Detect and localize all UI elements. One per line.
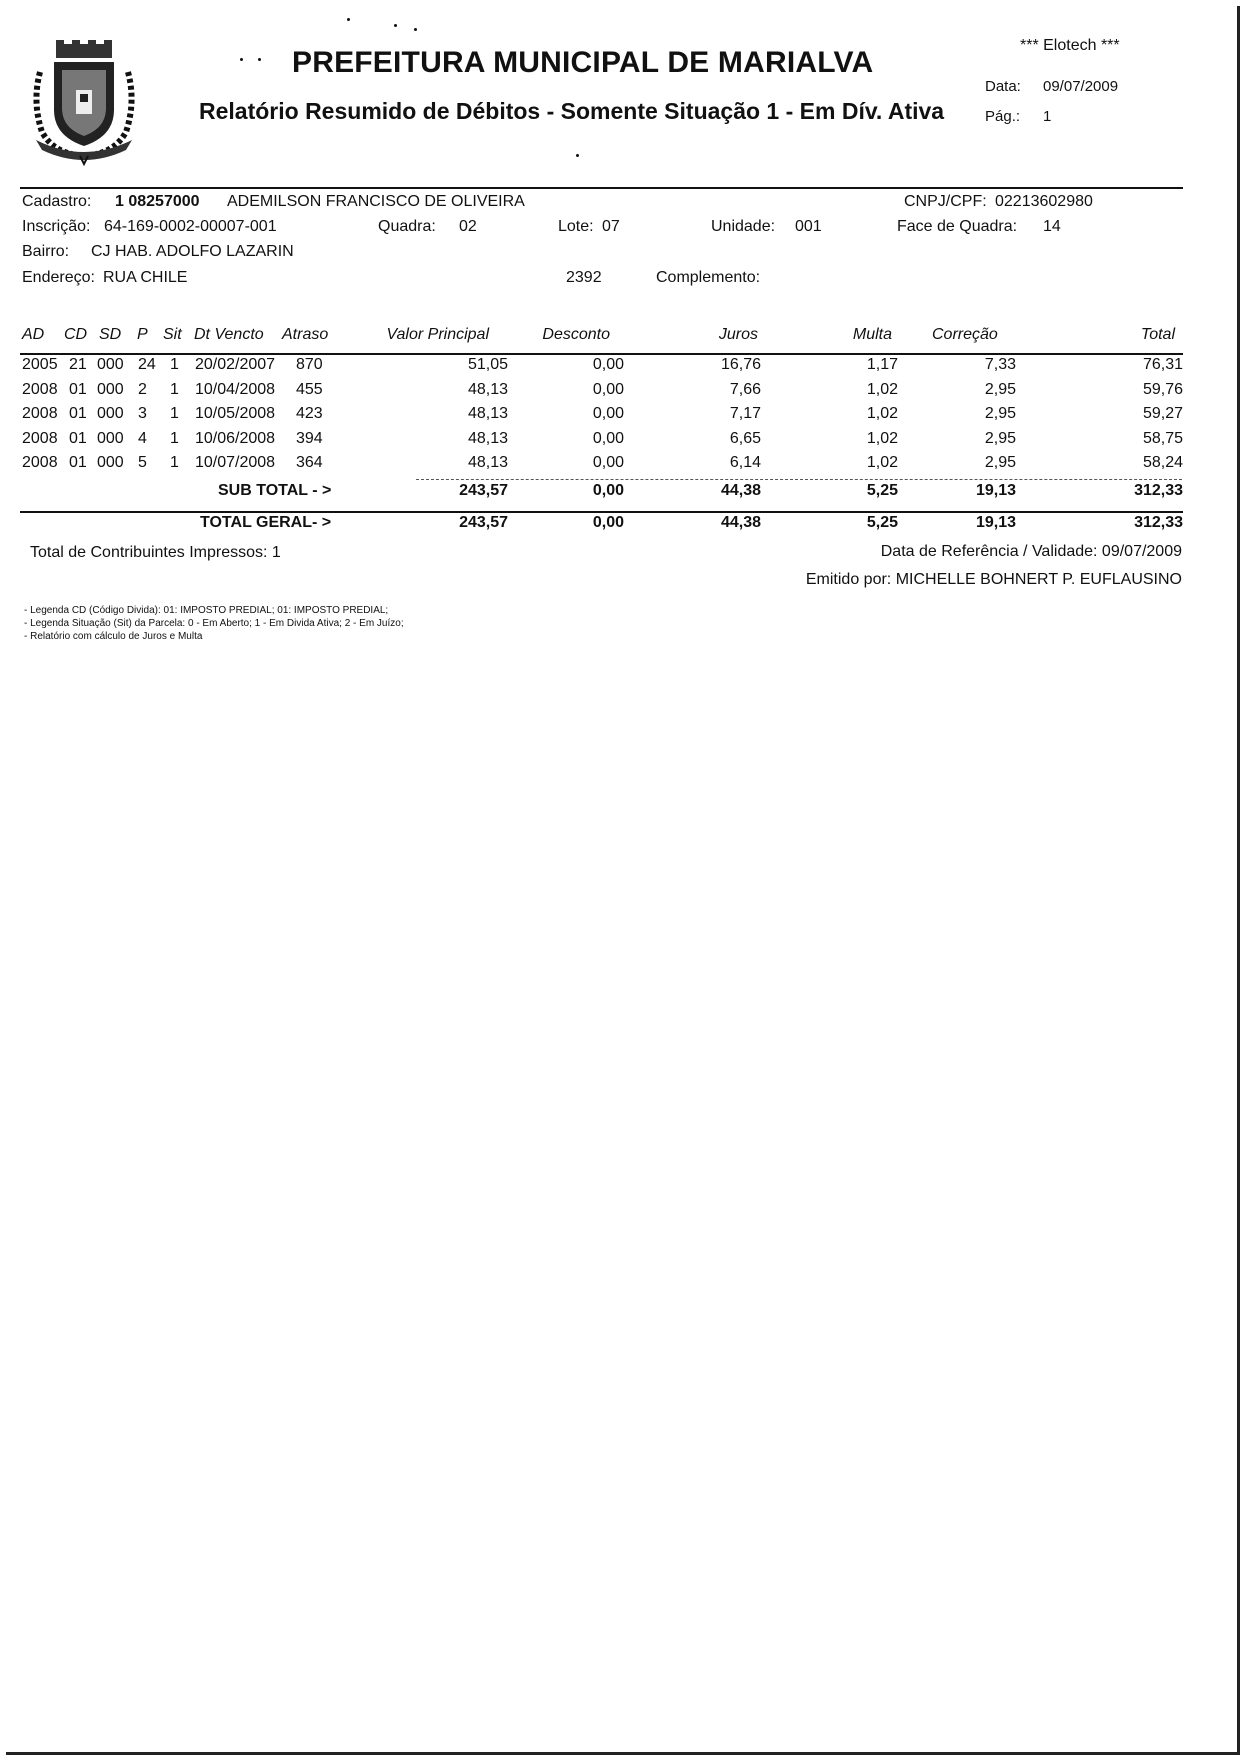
column-header: Correção xyxy=(932,326,998,343)
legend-line: - Relatório com cálculo de Juros e Multa xyxy=(24,631,203,642)
date-label: Data: xyxy=(985,78,1021,95)
table-cell: 10/06/2008 xyxy=(195,430,276,447)
table-cell: 2,95 xyxy=(984,430,1016,447)
table-cell: 0,00 xyxy=(592,381,624,398)
page-label: Pág.: xyxy=(985,108,1021,125)
column-header: Juros xyxy=(718,326,758,343)
table-cell: 59,27 xyxy=(1142,405,1183,422)
unidade-value: 001 xyxy=(795,218,822,235)
subtotal-value: 243,57 xyxy=(459,482,508,499)
table-cell: 24 xyxy=(138,356,156,373)
unidade-label: Unidade: xyxy=(711,218,776,235)
address-number: 2392 xyxy=(566,269,602,286)
cpf-value: 02213602980 xyxy=(995,193,1093,210)
table-cell: 870 xyxy=(296,356,323,373)
table-cell: 1,02 xyxy=(866,405,898,422)
table-cell: 20/02/2007 xyxy=(195,356,276,373)
scan-speck xyxy=(414,28,417,31)
total-value: 0,00 xyxy=(592,514,624,531)
table-cell: 21 xyxy=(69,356,87,373)
vendor-label: *** Elotech *** xyxy=(1020,37,1120,54)
column-header: Atraso xyxy=(282,326,329,343)
subtotal-value: 5,25 xyxy=(866,482,898,499)
total-rule xyxy=(20,511,1183,513)
table-cell: 0,00 xyxy=(592,454,624,471)
column-header: AD xyxy=(22,326,45,343)
bairro-value: CJ HAB. ADOLFO LAZARIN xyxy=(91,243,294,260)
table-cell: 1 xyxy=(170,381,179,398)
column-header: SD xyxy=(99,326,122,343)
scan-speck xyxy=(240,58,243,61)
table-cell: 2008 xyxy=(22,430,58,447)
table-cell: 10/05/2008 xyxy=(195,405,276,422)
complemento-label: Complemento: xyxy=(656,269,761,286)
table-cell: 51,05 xyxy=(467,356,508,373)
total-label: TOTAL GERAL- > xyxy=(200,514,332,531)
subtotal-value: 0,00 xyxy=(592,482,624,499)
header-rule xyxy=(20,187,1183,189)
table-cell: 7,17 xyxy=(729,405,761,422)
page-border xyxy=(6,6,1240,1755)
table-cell: 2,95 xyxy=(984,405,1016,422)
table-cell: 1,02 xyxy=(866,381,898,398)
table-cell: 01 xyxy=(69,430,87,447)
table-cell: 7,66 xyxy=(729,381,761,398)
table-cell: 364 xyxy=(296,454,323,471)
table-cell: 0,00 xyxy=(592,356,624,373)
table-cell: 01 xyxy=(69,454,87,471)
table-cell: 01 xyxy=(69,381,87,398)
bairro-label: Bairro: xyxy=(22,243,70,260)
column-header: Total xyxy=(1140,326,1175,343)
table-cell: 10/04/2008 xyxy=(195,381,276,398)
table-cell: 10/07/2008 xyxy=(195,454,276,471)
table-cell: 1,17 xyxy=(866,356,898,373)
total-value: 312,33 xyxy=(1134,514,1183,531)
table-cell: 2008 xyxy=(22,454,58,471)
column-header: Dt Vencto xyxy=(194,326,264,343)
table-cell: 2 xyxy=(138,381,147,398)
municipal-crest-icon xyxy=(22,32,146,166)
quadra-label: Quadra: xyxy=(378,218,436,235)
table-cell: 5 xyxy=(138,454,147,471)
table-cell: 3 xyxy=(138,405,147,422)
legend-line: - Legenda Situação (Sit) da Parcela: 0 - Em Aberto; 1 - Em Divida Ativa; 2 - Em Juízo; xyxy=(24,618,404,629)
total-value: 5,25 xyxy=(866,514,898,531)
table-cell: 6,14 xyxy=(729,454,761,471)
column-header: P xyxy=(137,326,148,343)
table-cell: 394 xyxy=(296,430,323,447)
total-value: 19,13 xyxy=(975,514,1016,531)
reference-date: Data de Referência / Validade: 09/07/2009 xyxy=(880,543,1182,560)
table-cell: 1 xyxy=(170,356,179,373)
contributors-count: Total de Contribuintes Impressos: 1 xyxy=(30,544,281,561)
face-value: 14 xyxy=(1043,218,1061,235)
table-cell: 01 xyxy=(69,405,87,422)
legend-line: - Legenda CD (Código Divida): 01: IMPOSTO PREDIAL; 01: IMPOSTO PREDIAL; xyxy=(24,605,389,616)
inscricao-value: 64-169-0002-00007-001 xyxy=(104,218,277,235)
table-cell: 1 xyxy=(170,405,179,422)
column-header: Sit xyxy=(163,326,182,343)
lote-label: Lote: xyxy=(558,218,594,235)
table-cell: 58,75 xyxy=(1142,430,1183,447)
scan-speck xyxy=(576,154,579,157)
subtotal-value: 19,13 xyxy=(975,482,1016,499)
face-label: Face de Quadra: xyxy=(897,218,1018,235)
table-cell: 48,13 xyxy=(467,405,508,422)
report-subtitle: Relatório Resumido de Débitos - Somente Situação 1 - Em Dív. Ativa xyxy=(199,98,945,124)
page-value: 1 xyxy=(1043,108,1052,125)
report-title: PREFEITURA MUNICIPAL DE MARIALVA xyxy=(292,46,874,79)
table-cell: 48,13 xyxy=(467,430,508,447)
cadastro-label: Cadastro: xyxy=(22,193,92,210)
table-cell: 1 xyxy=(170,430,179,447)
column-header: CD xyxy=(64,326,88,343)
scan-speck xyxy=(258,58,261,61)
quadra-value: 02 xyxy=(459,218,477,235)
table-cell: 2008 xyxy=(22,381,58,398)
cadastro-value: 1 08257000 xyxy=(115,193,200,210)
total-value: 243,57 xyxy=(459,514,508,531)
table-cell: 1 xyxy=(170,454,179,471)
table-cell: 0,00 xyxy=(592,430,624,447)
lote-value: 07 xyxy=(602,218,620,235)
table-cell: 2,95 xyxy=(984,454,1016,471)
subtotal-label: SUB TOTAL - > xyxy=(218,482,332,499)
table-cell: 58,24 xyxy=(1142,454,1183,471)
inscricao-label: Inscrição: xyxy=(22,218,91,235)
column-header: Desconto xyxy=(542,326,610,343)
table-cell: 76,31 xyxy=(1142,356,1183,373)
table-cell: 2,95 xyxy=(984,381,1016,398)
table-cell: 000 xyxy=(97,356,124,373)
table-cell: 0,00 xyxy=(592,405,624,422)
table-header-rule xyxy=(20,353,1183,355)
issued-by: Emitido por: MICHELLE BOHNERT P. EUFLAUSINO xyxy=(805,571,1182,588)
table-cell: 1,02 xyxy=(866,454,898,471)
table-cell: 000 xyxy=(97,430,124,447)
table-cell: 48,13 xyxy=(467,454,508,471)
endereco-label: Endereço: xyxy=(22,269,95,286)
subtotal-value: 44,38 xyxy=(720,482,761,499)
total-value: 44,38 xyxy=(720,514,761,531)
table-cell: 423 xyxy=(296,405,323,422)
table-cell: 16,76 xyxy=(720,356,761,373)
table-cell: 59,76 xyxy=(1142,381,1183,398)
subtotal-dashed-rule xyxy=(416,479,1182,480)
endereco-value: RUA CHILE xyxy=(103,269,188,286)
column-header: Valor Principal xyxy=(386,326,489,343)
table-cell: 48,13 xyxy=(467,381,508,398)
table-cell: 000 xyxy=(97,454,124,471)
table-cell: 000 xyxy=(97,381,124,398)
table-cell: 455 xyxy=(296,381,323,398)
column-header: Multa xyxy=(852,326,892,343)
table-cell: 1,02 xyxy=(866,430,898,447)
table-cell: 2008 xyxy=(22,405,58,422)
table-cell: 2005 xyxy=(22,356,58,373)
table-cell: 6,65 xyxy=(729,430,761,447)
date-value: 09/07/2009 xyxy=(1043,78,1119,95)
cpf-label: CNPJ/CPF: xyxy=(904,193,987,210)
scan-speck xyxy=(394,24,397,27)
scan-speck xyxy=(347,18,350,21)
table-cell: 000 xyxy=(97,405,124,422)
table-cell: 7,33 xyxy=(984,356,1016,373)
taxpayer-name: ADEMILSON FRANCISCO DE OLIVEIRA xyxy=(227,193,525,210)
table-cell: 4 xyxy=(138,430,147,447)
subtotal-value: 312,33 xyxy=(1134,482,1183,499)
